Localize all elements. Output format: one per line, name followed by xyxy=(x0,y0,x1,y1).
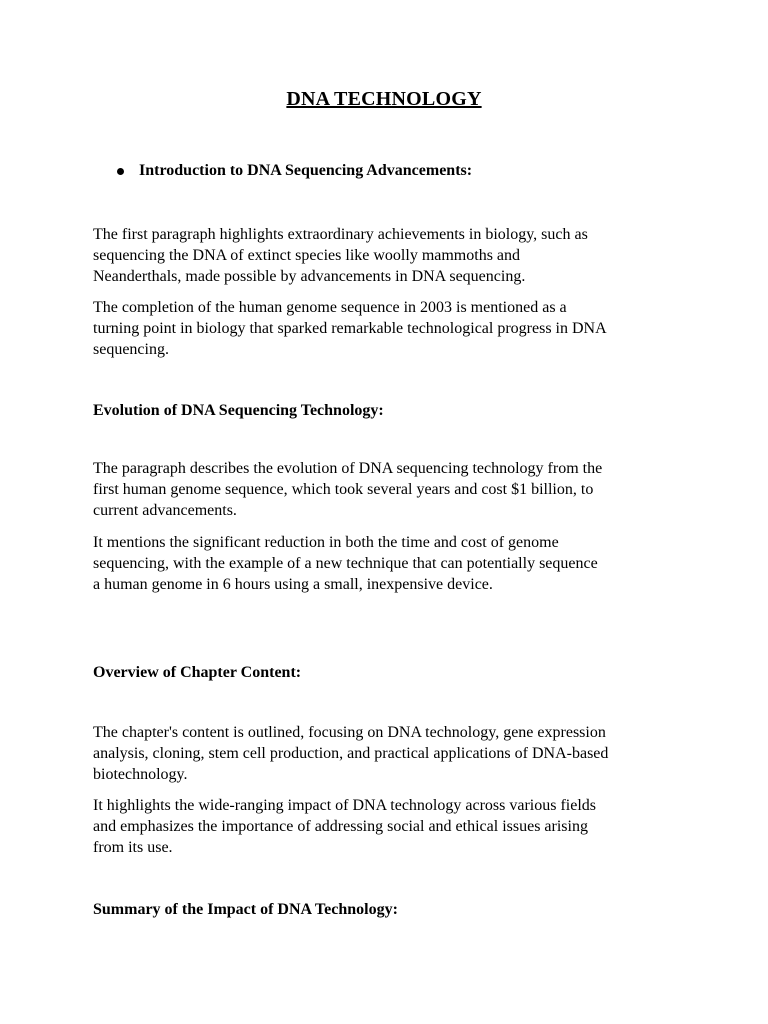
paragraph-evolution-1: The paragraph describes the evolution of DNA sequencing technology from the first human genome sequence, which took several years and cost $1 billion, to current advancements. xyxy=(93,460,603,519)
heading-summary: Summary of the Impact of DNA Technology: xyxy=(93,901,398,918)
paragraph-overview-1: The chapter's content is outlined, focusing on DNA technology, gene expression analysis, cloning, stem cell production, and practical applications of DNA-based biotechnology. xyxy=(93,724,609,783)
document-title: DNA TECHNOLOGY xyxy=(286,88,482,110)
intro-bullet-text: Introduction to DNA Sequencing Advancements: xyxy=(139,162,473,179)
paragraph-intro-1: The first paragraph highlights extraordinary achievements in biology, such as sequencing the DNA of extinct species like woolly mammoths and Neanderthals, made possible by advancements in DNA sequencing. xyxy=(93,226,588,285)
bullet-icon xyxy=(117,168,124,175)
paragraph-evolution-2: It mentions the significant reduction in both the time and cost of genome sequencing, with the example of a new technique that can potentially sequence a human genome in 6 hours using a small, inexpensive device. xyxy=(93,534,598,593)
heading-evolution: Evolution of DNA Sequencing Technology: xyxy=(93,402,384,419)
heading-overview: Overview of Chapter Content: xyxy=(93,664,302,681)
paragraph-intro-2: The completion of the human genome sequence in 2003 is mentioned as a turning point in biology that sparked remarkable technological progress in DNA sequencing. xyxy=(93,299,607,358)
intro-bullet-item xyxy=(117,162,472,180)
paragraph-overview-2: It highlights the wide-ranging impact of DNA technology across various fields and emphasizes the importance of addressing social and ethical issues arising from its use. xyxy=(93,797,597,856)
